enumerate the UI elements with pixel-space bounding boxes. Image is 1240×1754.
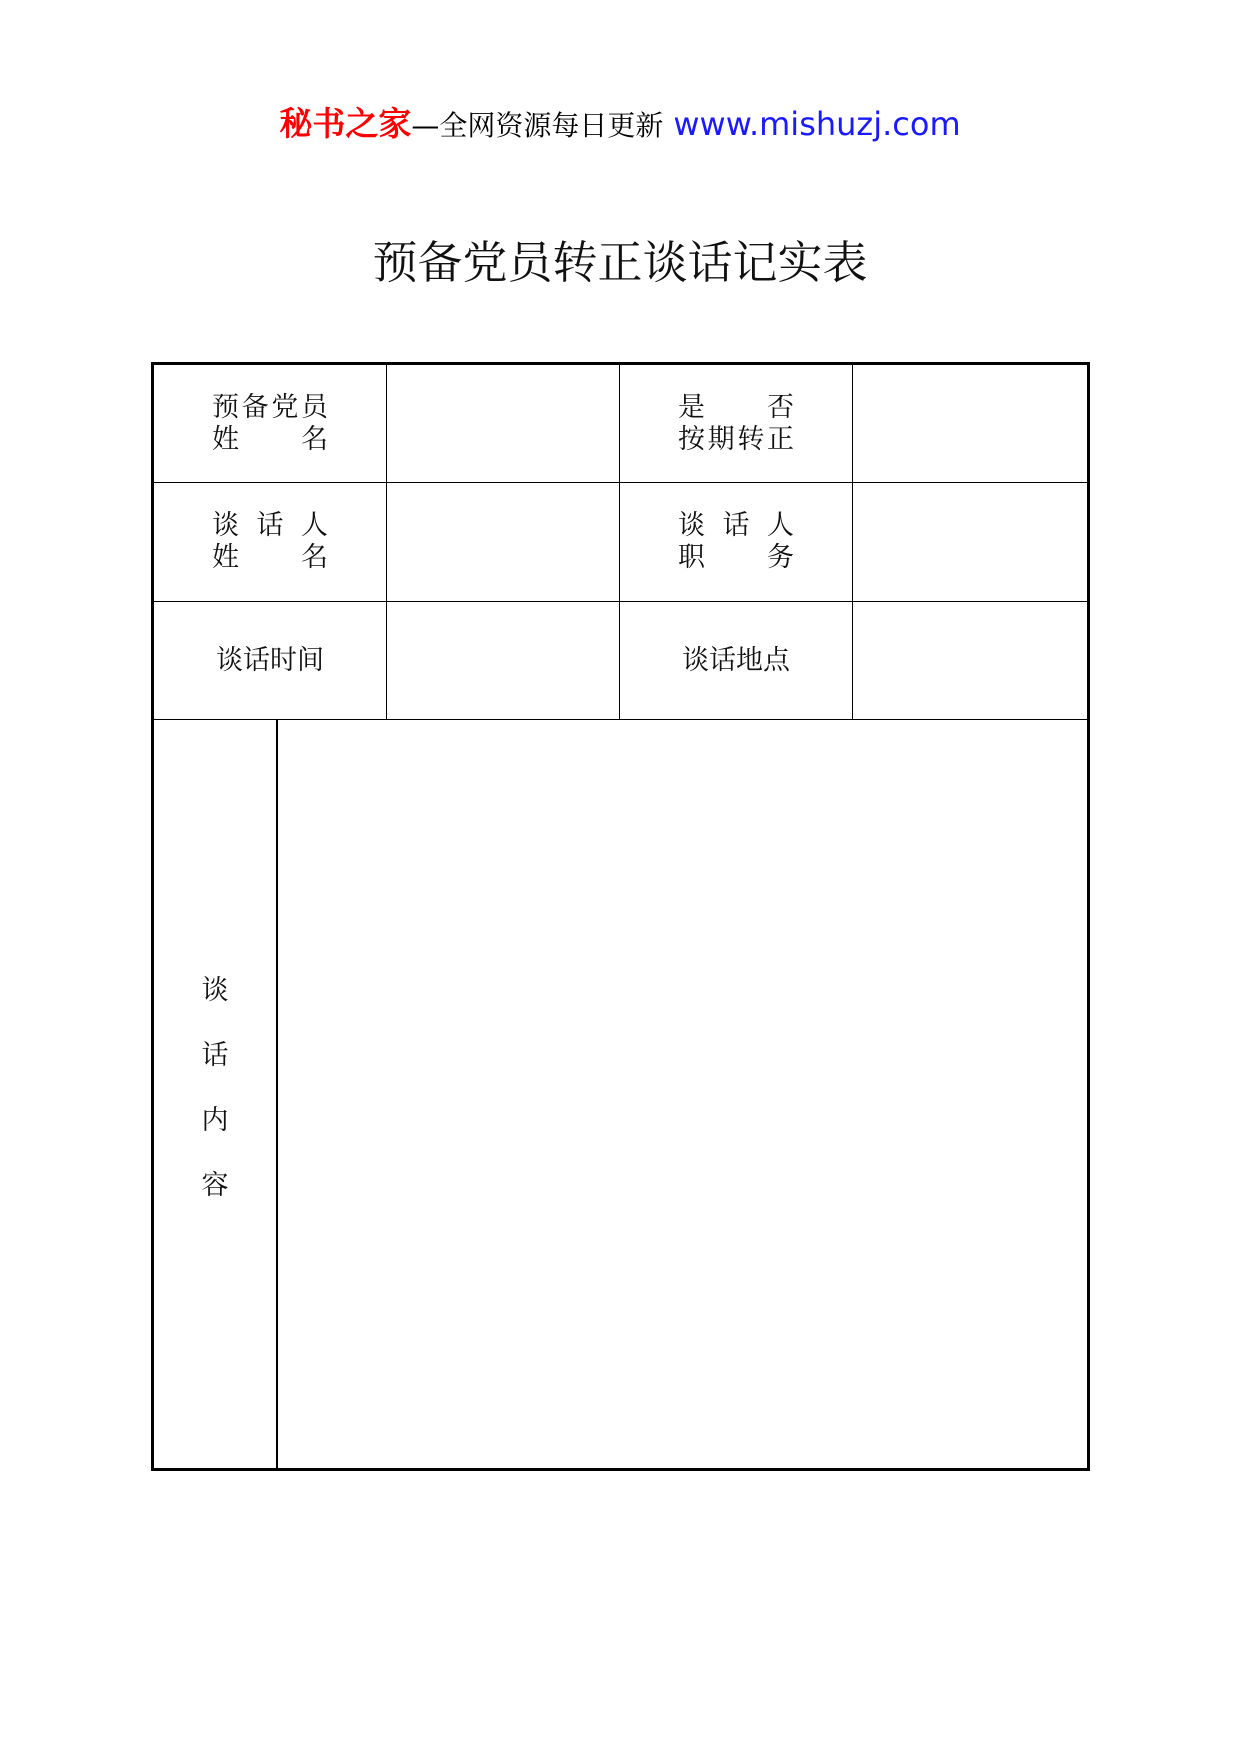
label-char: 话 bbox=[201, 1040, 229, 1071]
label-member-name bbox=[212, 392, 328, 456]
site-url-link[interactable]: www.mishuzj.com bbox=[673, 105, 961, 143]
form-row-interviewer bbox=[154, 483, 1087, 602]
label-line: 预备党员 bbox=[212, 391, 328, 423]
label-line: 是 否 bbox=[678, 391, 794, 423]
label-cell-member-name bbox=[154, 365, 387, 482]
label-line: 姓 名 bbox=[212, 423, 328, 455]
label-interviewer-name bbox=[212, 510, 328, 574]
label-cell-interviewer-position bbox=[620, 483, 853, 601]
page-title: 预备党员转正谈话记实表 bbox=[372, 236, 868, 289]
label-cell-talk-content bbox=[154, 720, 278, 1468]
talk-record-form bbox=[151, 362, 1090, 1471]
label-talk-content bbox=[154, 975, 276, 1235]
label-line: 谈 话 人 bbox=[678, 510, 794, 541]
label-char: 谈 bbox=[201, 975, 229, 1006]
label-line: 按期转正 bbox=[678, 423, 794, 455]
label-on-time-conversion bbox=[678, 392, 794, 456]
label-cell-on-time-conversion bbox=[620, 365, 853, 482]
field-talk-time[interactable] bbox=[387, 602, 620, 719]
label-line: 职 务 bbox=[678, 542, 794, 573]
field-interviewer-name[interactable] bbox=[387, 483, 620, 601]
form-row-time-place bbox=[154, 602, 1087, 720]
field-talk-place[interactable] bbox=[853, 602, 1086, 719]
label-talk-place: 谈话地点 bbox=[682, 644, 790, 676]
label-cell-talk-time bbox=[154, 602, 387, 719]
brand-name: 秘书之家 bbox=[279, 104, 412, 143]
site-header bbox=[0, 96, 1240, 158]
field-talk-content[interactable] bbox=[278, 720, 1087, 1468]
field-interviewer-position[interactable] bbox=[853, 483, 1086, 601]
talk-content-section bbox=[154, 720, 1087, 1468]
form-row-member-name bbox=[154, 365, 1087, 483]
label-line: 谈 话 人 bbox=[212, 510, 328, 541]
label-talk-time: 谈话时间 bbox=[216, 644, 324, 676]
field-member-name[interactable] bbox=[387, 365, 620, 482]
label-cell-interviewer-name bbox=[154, 483, 387, 601]
label-char: 内 bbox=[201, 1105, 229, 1136]
label-line: 姓 名 bbox=[212, 542, 328, 573]
label-interviewer-position bbox=[678, 510, 794, 574]
site-tagline: —全网资源每日更新 bbox=[411, 109, 664, 142]
field-on-time-conversion[interactable] bbox=[853, 365, 1086, 482]
label-cell-talk-place bbox=[620, 602, 853, 719]
label-char: 容 bbox=[201, 1170, 229, 1201]
